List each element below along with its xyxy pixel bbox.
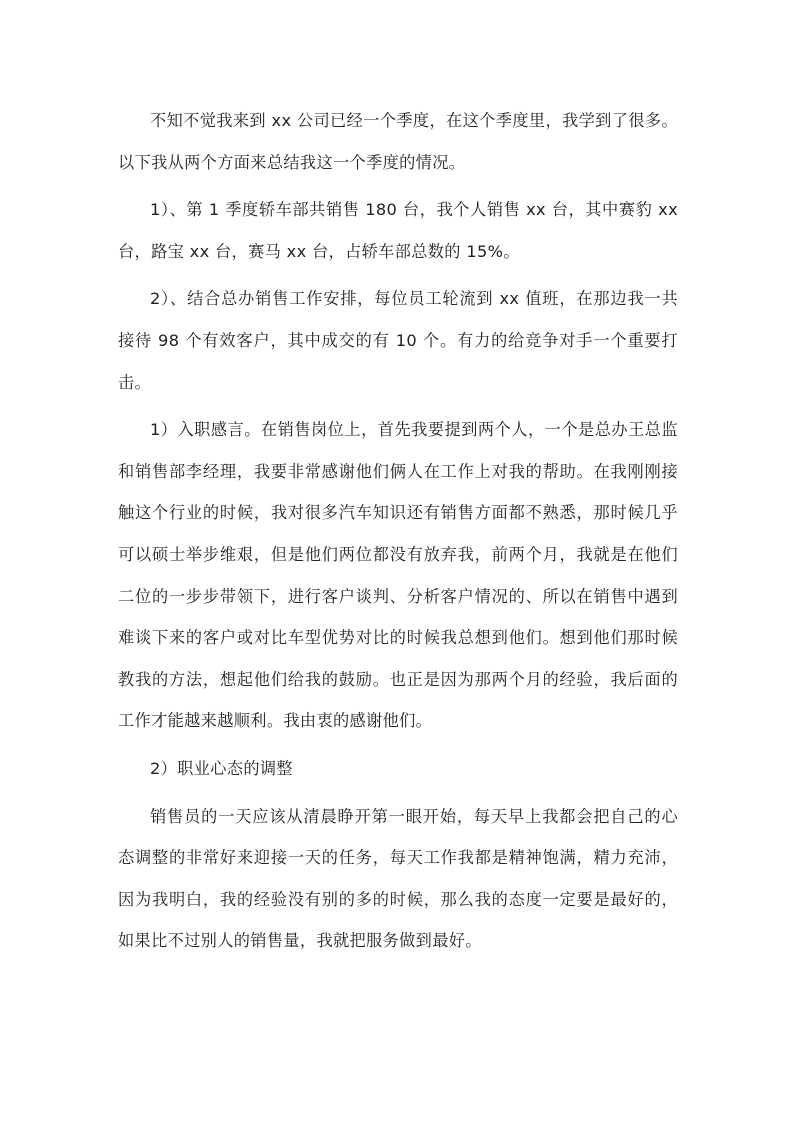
- paragraph-duty-reception: 2）、结合总办销售工作安排，每位员工轮流到 xx 值班，在那边我一共接待 98 个有效客户，其中成交的有 10 个。有力的给竞争对手一个重要打击。: [118, 289, 678, 392]
- paragraph-heading-mindset: 2）职业心态的调整: [150, 758, 293, 778]
- document-body: [118, 100, 678, 968]
- paragraph-onboarding-thoughts: 1）入职感言。在销售岗位上，首先我要提到两个人，一个是总办王总监和销售部李经理，我要非常感谢他们俩人在工作上对我的帮助。在我刚刚接触这个行业的时候，我对很多汽车知识还有销售方面都不熟悉，那时候几乎可以硕士举步维艰，但是他们两位都没有放弃我，前两个月，我就是在他们二位的一步步带领下，进行客户谈判、分析客户情况的、所以在销售中遇到难谈下来的客户或对比车型优势对比的时候我总想到他们。想到他们那时候教我的方法，想起他们给我的鼓励。也正是因为那两个月的经验，我后面的工作才能越来越顺利。我由衷的感谢他们。: [118, 420, 678, 731]
- paragraph-sales-summary: 1）、第 1 季度轿车部共销售 180 台，我个人销售 xx 台，其中赛豹 xx 台，路宝 xx 台，赛马 xx 台，占轿车部总数的 15%。: [118, 200, 678, 261]
- paragraph-intro: 不知不觉我来到 xx 公司已经一个季度，在这个季度里，我学到了很多。以下我从两个方面来总结我这一个季度的情况。: [118, 111, 678, 172]
- paragraph-mindset: 销售员的一天应该从清晨睁开第一眼开始，每天早上我都会把自己的心态调整的非常好来迎接一天的任务，每天工作我都是精神饱满，精力充沛，因为我明白，我的经验没有别的多的时候，那么我的态度一定要是最好的，如果比不过别人的销售量，我就把服务做到最好。: [118, 806, 678, 951]
